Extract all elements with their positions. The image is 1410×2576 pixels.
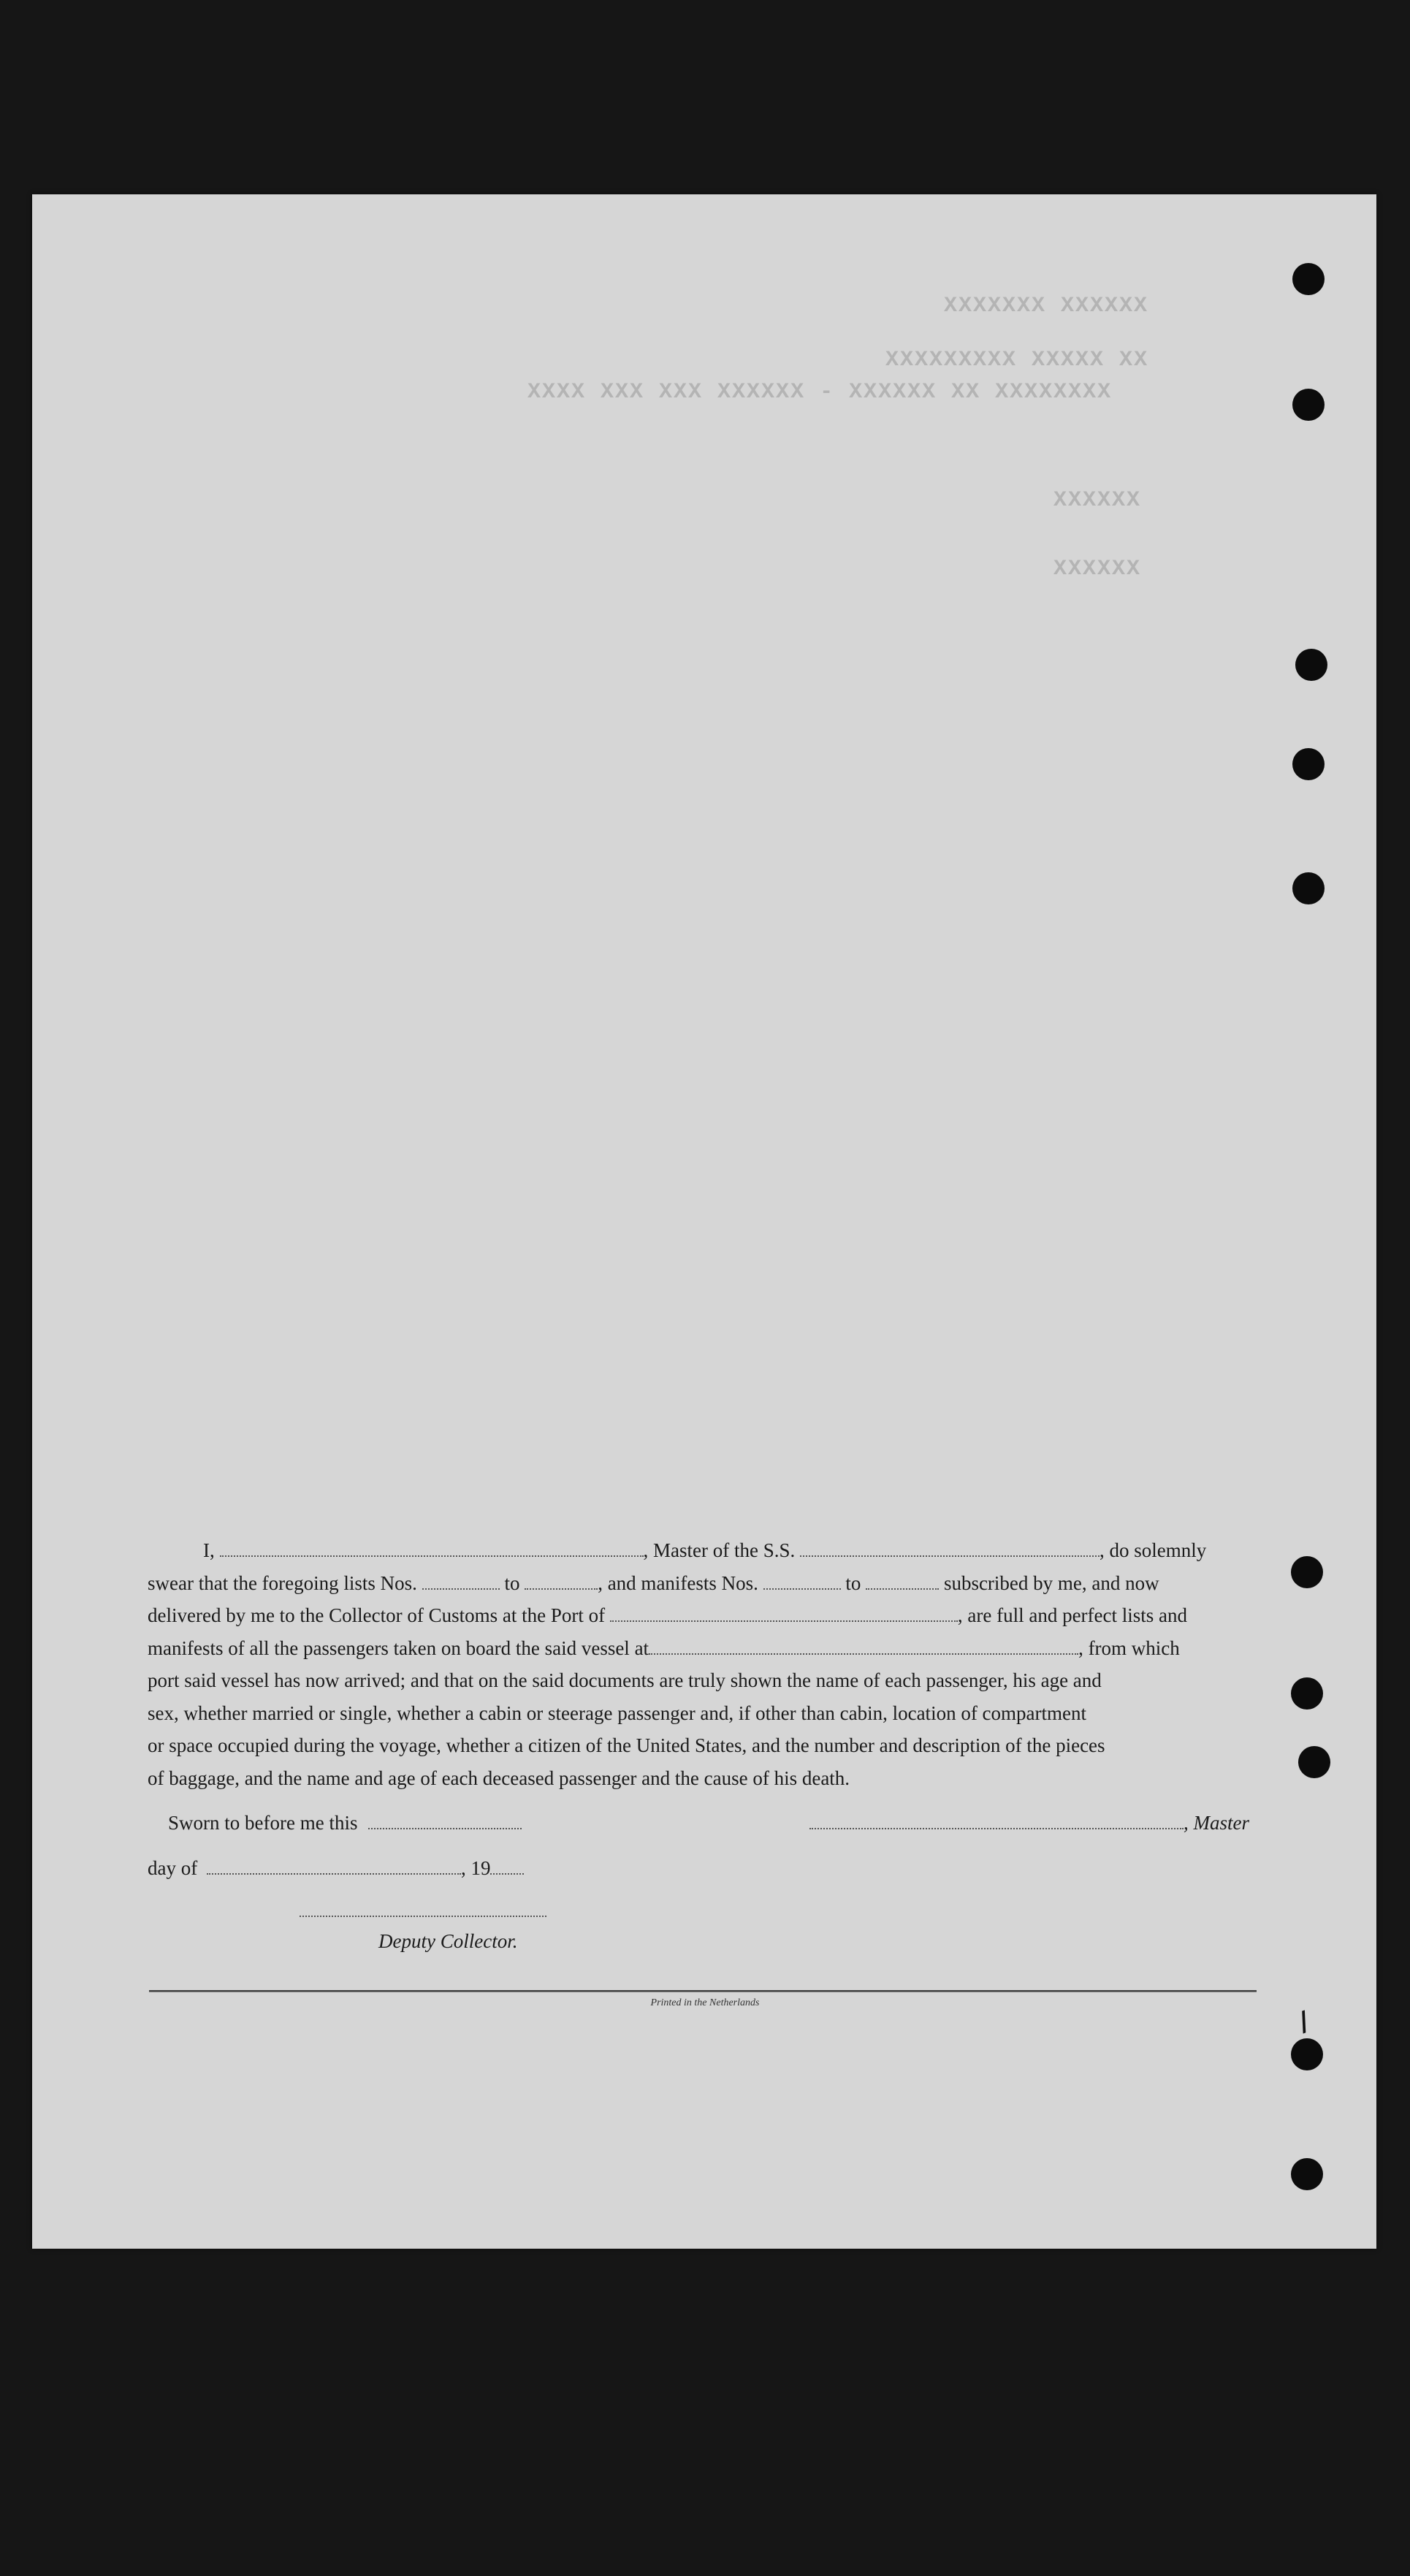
bleed-through-texture: XXXXXX bbox=[1052, 488, 1140, 513]
port-field[interactable] bbox=[610, 1607, 958, 1622]
day-of-field[interactable] bbox=[207, 1860, 461, 1875]
day-of-label: day of bbox=[148, 1857, 198, 1879]
binder-hole bbox=[1292, 748, 1325, 780]
embarkation-field[interactable] bbox=[649, 1640, 1078, 1655]
oath-line6: sex, whether married or single, whether a cabin or steerage passenger and, if other than cabin, location of compartment bbox=[148, 1702, 1087, 1724]
bleed-through-texture: XXXXXXXX XX XXXXXX - XXXXXX XXX XXX XXXX bbox=[526, 380, 1111, 405]
bleed-through-texture: XXXXXX bbox=[1052, 557, 1140, 582]
bleed-through-texture: XXXXXX XXXXXXX bbox=[942, 294, 1148, 319]
oath-master-of: , Master of the S.S. bbox=[643, 1539, 796, 1561]
deputy-signature-field[interactable] bbox=[300, 1902, 546, 1917]
oath-to-2: to bbox=[845, 1571, 861, 1594]
oath-intro: I, bbox=[203, 1539, 215, 1561]
deputy-collector-label: Deputy Collector. bbox=[378, 1930, 518, 1952]
oath-line7: or space occupied during the voyage, whether a citizen of the United States, and the number and description of the pieces bbox=[148, 1734, 1105, 1756]
binder-hole bbox=[1292, 389, 1325, 421]
vessel-name-field[interactable] bbox=[800, 1542, 1100, 1557]
binder-hole bbox=[1292, 263, 1325, 295]
document-page bbox=[32, 194, 1376, 2249]
binder-hole bbox=[1291, 1677, 1323, 1710]
binder-hole bbox=[1291, 2038, 1323, 2070]
oath-line8: of baggage, and the name and age of each deceased passenger and the cause of his death. bbox=[148, 1767, 850, 1789]
printed-note: Printed in the Netherlands bbox=[650, 1997, 760, 2008]
oath-line3-end: , are full and perfect lists and bbox=[957, 1604, 1188, 1626]
handwritten-mark: / bbox=[1294, 2005, 1314, 2038]
master-signature-field[interactable] bbox=[809, 1815, 1184, 1829]
binder-hole bbox=[1292, 872, 1325, 904]
oath-to-1: to bbox=[504, 1571, 520, 1594]
lists-from-field[interactable] bbox=[422, 1575, 500, 1590]
sworn-label: Sworn to before me this bbox=[168, 1812, 358, 1834]
oath-paragraph bbox=[148, 1534, 1257, 1794]
oath-line2-start: swear that the foregoing lists Nos. bbox=[148, 1571, 417, 1594]
bleed-through-texture: XX XXXXX XXXXXXXXX bbox=[884, 348, 1148, 373]
deputy-signature-line bbox=[300, 1899, 546, 1922]
oath-subscribed: subscribed by me, and now bbox=[943, 1571, 1159, 1594]
manifests-from-field[interactable] bbox=[763, 1575, 841, 1590]
sworn-line bbox=[168, 1812, 522, 1834]
oath-line3-start: delivered by me to the Collector of Customs at the Port of bbox=[148, 1604, 606, 1626]
oath-line4-end: , from which bbox=[1078, 1636, 1180, 1659]
footer-rule bbox=[149, 1990, 1257, 1992]
binder-hole bbox=[1291, 2158, 1323, 2190]
manifests-to-field[interactable] bbox=[866, 1575, 939, 1590]
master-label: , Master bbox=[1184, 1812, 1249, 1834]
day-of-line bbox=[148, 1857, 524, 1880]
year-field[interactable] bbox=[490, 1860, 524, 1875]
oath-do-solemnly: , do solemnly bbox=[1099, 1539, 1207, 1561]
binder-hole bbox=[1298, 1746, 1330, 1778]
year-label: , 19 bbox=[460, 1857, 491, 1879]
oath-line5: port said vessel has now arrived; and that on the said documents are truly shown the name of each passenger, his age and bbox=[148, 1669, 1102, 1691]
lists-to-field[interactable] bbox=[525, 1575, 598, 1590]
sworn-date-field[interactable] bbox=[368, 1815, 522, 1829]
binder-hole bbox=[1295, 649, 1327, 681]
oath-and-manifests: , and manifests Nos. bbox=[598, 1571, 758, 1594]
binder-hole bbox=[1291, 1556, 1323, 1588]
master-name-field[interactable] bbox=[220, 1542, 644, 1557]
master-signature-line bbox=[809, 1812, 1249, 1834]
oath-line4-start: manifests of all the passengers taken on board the said vessel at bbox=[148, 1636, 649, 1659]
